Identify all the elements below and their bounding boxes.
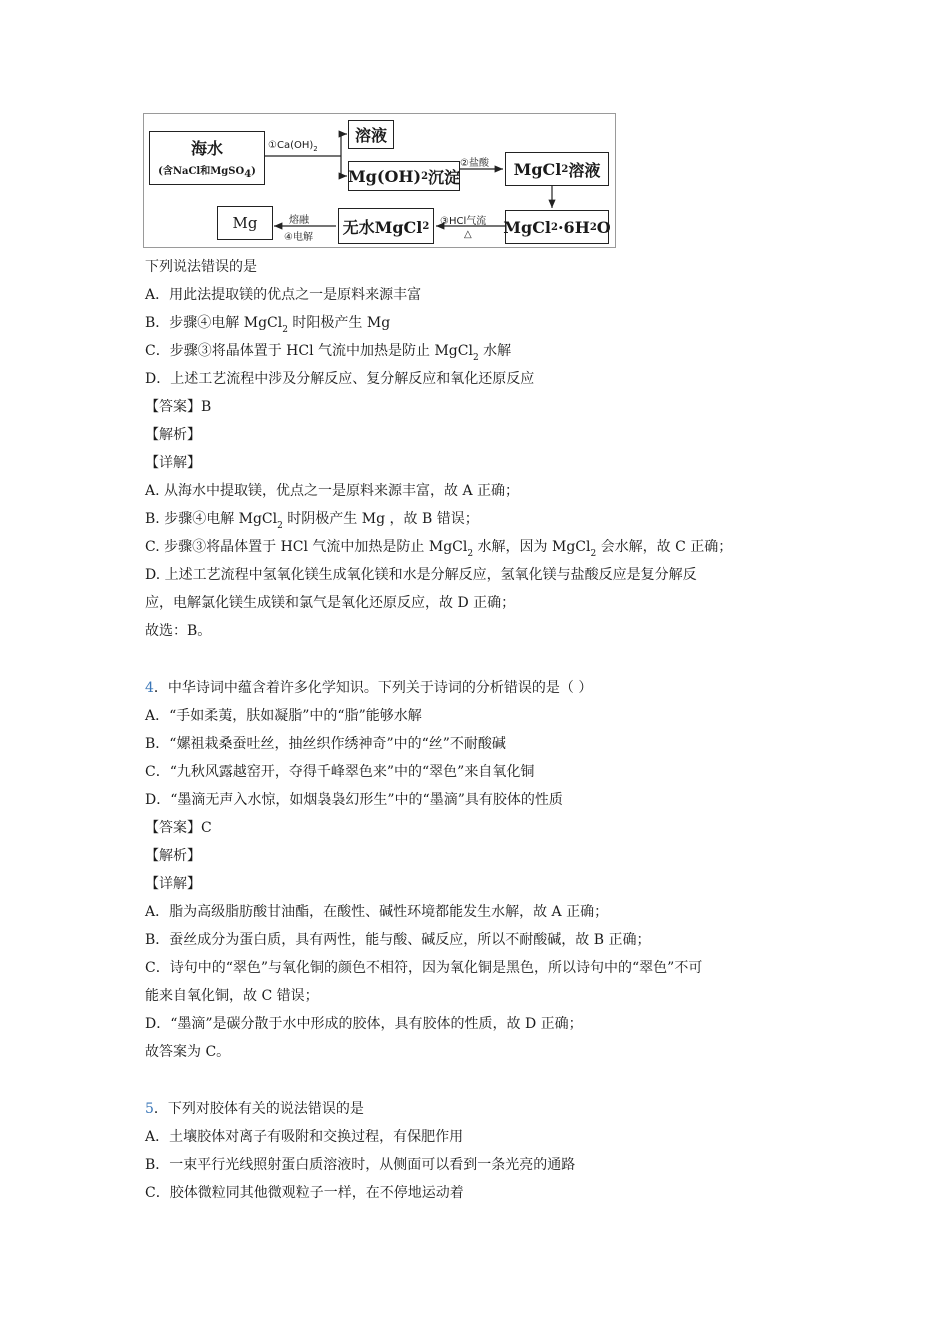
- q5-option-a: A．土壤胶体对离子有吸附和交换过程，有保肥作用: [145, 1129, 464, 1145]
- q3-detail-heading: 【详解】: [145, 455, 201, 471]
- q4-explanation-d: D．“墨滴”是碳分散于水中形成的胶体，具有胶体的性质，故 D 正确；: [145, 1016, 583, 1032]
- q3-explanation-b: B. 步骤④电解 MgCl$_2$ 时阴极产生 Mg ，故 B 错误；: [145, 511, 479, 531]
- q4-answer: 【答案】C: [145, 820, 212, 836]
- step2-label: ②盐酸: [460, 158, 489, 169]
- q4-option-c: C．“九秋风露越窑开，夺得千峰翠色来”中的“翠色”来自氧化铜: [145, 764, 535, 780]
- q4-option-b: B．“嫘祖栽桑蚕吐丝，抽丝织作绣神奇”中的“丝”不耐酸碱: [145, 736, 506, 752]
- q3-option-b: B．步骤④电解 MgCl$_2$ 时阳极产生 Mg: [145, 315, 391, 335]
- q3-stem: 下列说法错误的是: [145, 259, 257, 275]
- box-mgcl2-hexahydrate: MgCl 2 ·6H 2 O: [505, 210, 609, 244]
- q3-conclusion: 故选：B。: [145, 623, 212, 639]
- q4-stem: 4．中华诗词中蕴含着许多化学知识。下列关于诗词的分析错误的是（ ）: [145, 680, 593, 696]
- box-solution: 溶液: [348, 120, 394, 149]
- step4-bottom-label: ④电解: [284, 232, 313, 243]
- seawater-label: 海水: [190, 139, 223, 158]
- step3-heat-label: △: [464, 229, 472, 240]
- q4-explanation-b: B．蚕丝成分为蛋白质，具有两性，能与酸、碱反应，所以不耐酸碱，故 B 正确；: [145, 932, 651, 948]
- q4-explanation-c-line1: C．诗句中的“翠色”与氧化铜的颜色不相符，因为氧化铜是黑色，所以诗句中的“翠色”不可: [145, 960, 703, 976]
- q5-option-c: C．胶体微粒同其他微观粒子一样，在不停地运动着: [145, 1185, 464, 1201]
- step4-top-label: 熔融: [289, 215, 309, 226]
- magnesium-extraction-flowchart: [143, 113, 616, 248]
- q5-option-b: B．一束平行光线照射蛋白质溶液时，从侧面可以看到一条光亮的通路: [145, 1157, 576, 1173]
- q4-detail-heading: 【详解】: [145, 876, 201, 892]
- q5-number: 5: [145, 1101, 154, 1117]
- q3-explanation-c: C. 步骤③将晶体置于 HCl 气流中加热是防止 MgCl$_2$ 水解，因为 MgCl$_2$ 会水解，故 C 正确；: [145, 539, 733, 559]
- q3-option-a: A．用此法提取镁的优点之一是原料来源丰富: [145, 287, 422, 303]
- q4-conclusion: 故答案为 C。: [145, 1044, 231, 1060]
- q3-answer: 【答案】B: [145, 399, 212, 415]
- step1-label: $①Ca(OH)_2$: [268, 140, 318, 153]
- q4-explanation-a: A．脂为高级脂肪酸甘油酯，在酸性、碱性环境都能发生水解，故 A 正确；: [145, 904, 609, 920]
- q3-explanation-d-line2: 应，电解氯化镁生成镁和氯气是氧化还原反应，故 D 正确；: [145, 595, 516, 611]
- q3-explanation-a: A. 从海水中提取镁，优点之一是原料来源丰富，故 A 正确；: [145, 483, 520, 499]
- q5-stem: 5．下列对胶体有关的说法错误的是: [145, 1101, 364, 1117]
- step3-label: ③HCl气流: [440, 216, 487, 227]
- q4-option-d: D．“墨滴无声入水惊，如烟袅袅幻形生”中的“墨滴”具有胶体的性质: [145, 792, 563, 808]
- q4-analysis-heading: 【解析】: [145, 848, 201, 864]
- q4-explanation-c-line2: 能来自氧化铜，故 C 错误；: [145, 988, 319, 1004]
- box-mgcl2-solution: MgCl 2 溶液: [505, 152, 609, 186]
- q3-option-d: D．上述工艺流程中涉及分解反应、复分解反应和氧化还原反应: [145, 371, 535, 387]
- q3-option-c: C．步骤③将晶体置于 HCl 气流中加热是防止 MgCl$_2$ 水解: [145, 343, 512, 363]
- q4-number: 4: [145, 680, 154, 696]
- box-anhydrous-mgcl2: 无水MgCl 2: [338, 208, 434, 244]
- q3-explanation-d-line1: D. 上述工艺流程中氢氧化镁生成氧化镁和水是分解反应，氢氧化镁与盐酸反应是复分解反: [145, 567, 697, 583]
- box-seawater: [149, 131, 265, 185]
- box-mgoh2-precipitate: Mg(OH) 2 沉淀: [348, 161, 460, 191]
- box-mg: Mg: [217, 206, 273, 240]
- q4-option-a: A．“手如柔荑，肤如凝脂”中的“脂”能够水解: [145, 708, 422, 724]
- seawater-composition: (含NaCl和MgSO4): [158, 166, 256, 180]
- q3-analysis-heading: 【解析】: [145, 427, 201, 443]
